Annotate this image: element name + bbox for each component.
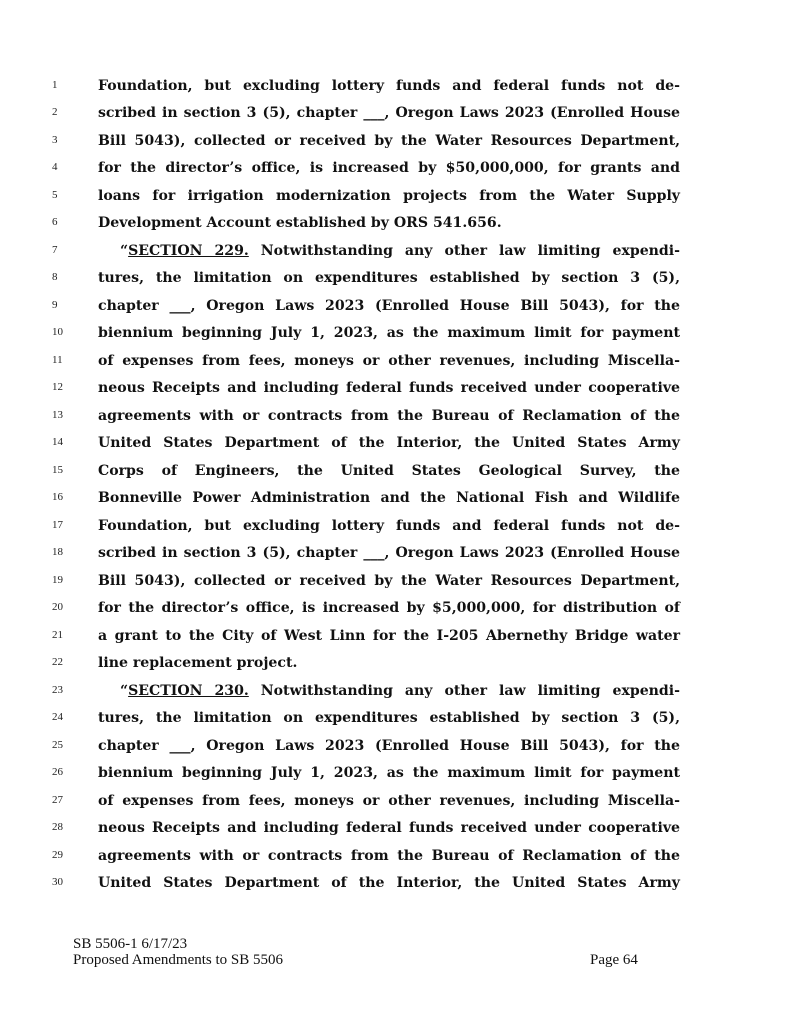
line-29 xyxy=(0,843,800,870)
line-14 xyxy=(0,430,800,457)
line-number: 20 xyxy=(52,601,63,613)
line-text: neous Receipts and including federal funds received under cooperative xyxy=(98,380,680,396)
line-number: 28 xyxy=(52,821,63,833)
line-text: tures, the limitation on expenditures established by section 3 (5), xyxy=(98,270,680,286)
line-17 xyxy=(0,513,800,540)
section-title: SECTION 229. xyxy=(128,243,249,259)
line-6 xyxy=(0,210,800,237)
line-number: 18 xyxy=(52,546,63,558)
line-text: for the director’s office, is increased by $5,000,000, for distribution of xyxy=(98,600,680,616)
line-18 xyxy=(0,540,800,567)
line-text: Notwithstanding any other law limiting expendi- xyxy=(248,243,680,259)
line-text: neous Receipts and including federal funds received under cooperative xyxy=(98,820,680,836)
line-text: scribed in section 3 (5), chapter ___, Oregon Laws 2023 (Enrolled House xyxy=(98,105,680,121)
line-21 xyxy=(0,623,800,650)
line-number: 26 xyxy=(52,766,63,778)
line-text: Foundation, but excluding lottery funds and federal funds not de- xyxy=(98,518,680,534)
line-number: 22 xyxy=(52,656,63,668)
line-10 xyxy=(0,320,800,347)
line-number: 3 xyxy=(52,134,58,146)
line-23 xyxy=(0,678,800,705)
line-4 xyxy=(0,155,800,182)
line-text: agreements with or contracts from the Bureau of Reclamation of the xyxy=(98,408,680,424)
line-text: Foundation, but excluding lottery funds and federal funds not de- xyxy=(98,78,680,94)
line-22 xyxy=(0,650,800,677)
line-number: 10 xyxy=(52,326,63,338)
footer-title-row xyxy=(73,952,673,968)
line-text: chapter ___, Oregon Laws 2023 (Enrolled House Bill 5043), for the xyxy=(98,298,680,314)
line-text: United States Department of the Interior, the United States Army xyxy=(98,435,680,451)
line-text: scribed in section 3 (5), chapter ___, Oregon Laws 2023 (Enrolled House xyxy=(98,545,680,561)
footer-title: Proposed Amendments to SB 5506 xyxy=(73,952,284,968)
line-number: 2 xyxy=(52,106,58,118)
line-text: United States Department of the Interior, the United States Army xyxy=(98,875,680,891)
line-text: Notwithstanding any other law limiting expendi- xyxy=(248,683,680,699)
line-text: Bill 5043), collected or received by the Water Resources Department, xyxy=(98,133,680,149)
line-text: Development Account established by ORS 541.656. xyxy=(98,215,502,231)
section-title: SECTION 230. xyxy=(128,683,249,699)
line-19 xyxy=(0,568,800,595)
section-heading-line xyxy=(120,678,680,705)
line-30 xyxy=(0,870,800,897)
line-text: Bonneville Power Administration and the National Fish and Wildlife xyxy=(98,490,680,506)
line-11 xyxy=(0,348,800,375)
line-text: loans for irrigation modernization projects from the Water Supply xyxy=(98,188,680,204)
section-heading-line xyxy=(120,238,680,265)
line-number: 13 xyxy=(52,409,63,421)
line-number: 12 xyxy=(52,381,63,393)
line-27 xyxy=(0,788,800,815)
line-text: for the director’s office, is increased by $50,000,000, for grants and xyxy=(98,160,680,176)
line-25 xyxy=(0,733,800,760)
line-number: 9 xyxy=(52,299,58,311)
line-number: 15 xyxy=(52,464,63,476)
line-1 xyxy=(0,73,800,100)
line-number: 19 xyxy=(52,574,63,586)
footer-doc-id: SB 5506-1 6/17/23 xyxy=(73,936,188,952)
line-5 xyxy=(0,183,800,210)
line-28 xyxy=(0,815,800,842)
line-number: 14 xyxy=(52,436,63,448)
line-7 xyxy=(0,238,800,265)
line-number: 7 xyxy=(52,244,58,256)
line-26 xyxy=(0,760,800,787)
line-text: of expenses from fees, moneys or other revenues, including Miscella- xyxy=(98,353,680,369)
line-number: 29 xyxy=(52,849,63,861)
line-number: 17 xyxy=(52,519,63,531)
line-2 xyxy=(0,100,800,127)
line-text: line replacement project. xyxy=(98,655,298,671)
line-text: chapter ___, Oregon Laws 2023 (Enrolled House Bill 5043), for the xyxy=(98,738,680,754)
line-text: agreements with or contracts from the Bureau of Reclamation of the xyxy=(98,848,680,864)
line-number: 16 xyxy=(52,491,63,503)
line-9 xyxy=(0,293,800,320)
line-13 xyxy=(0,403,800,430)
line-number: 4 xyxy=(52,161,58,173)
line-15 xyxy=(0,458,800,485)
line-number: 23 xyxy=(52,684,63,696)
line-number: 30 xyxy=(52,876,63,888)
line-number: 21 xyxy=(52,629,63,641)
line-20 xyxy=(0,595,800,622)
line-text: Bill 5043), collected or received by the Water Resources Department, xyxy=(98,573,680,589)
line-8 xyxy=(0,265,800,292)
page-number: Page 64 xyxy=(590,952,638,968)
line-number: 27 xyxy=(52,794,63,806)
line-3 xyxy=(0,128,800,155)
line-text: biennium beginning July 1, 2023, as the maximum limit for payment xyxy=(98,765,680,781)
line-number: 11 xyxy=(52,354,63,366)
page-footer xyxy=(73,936,673,968)
line-text: of expenses from fees, moneys or other revenues, including Miscella- xyxy=(98,793,680,809)
line-number: 5 xyxy=(52,189,58,201)
line-12 xyxy=(0,375,800,402)
line-text: tures, the limitation on expenditures established by section 3 (5), xyxy=(98,710,680,726)
open-quote: “ xyxy=(120,683,129,699)
line-number: 8 xyxy=(52,271,58,283)
line-16 xyxy=(0,485,800,512)
line-number: 6 xyxy=(52,216,58,228)
open-quote: “ xyxy=(120,243,129,259)
line-24 xyxy=(0,705,800,732)
line-text: biennium beginning July 1, 2023, as the maximum limit for payment xyxy=(98,325,680,341)
line-number: 24 xyxy=(52,711,63,723)
line-number: 25 xyxy=(52,739,63,751)
line-number: 1 xyxy=(52,79,58,91)
line-text: a grant to the City of West Linn for the I-205 Abernethy Bridge water xyxy=(98,628,680,644)
line-text: Corps of Engineers, the United States Geological Survey, the xyxy=(98,463,680,479)
